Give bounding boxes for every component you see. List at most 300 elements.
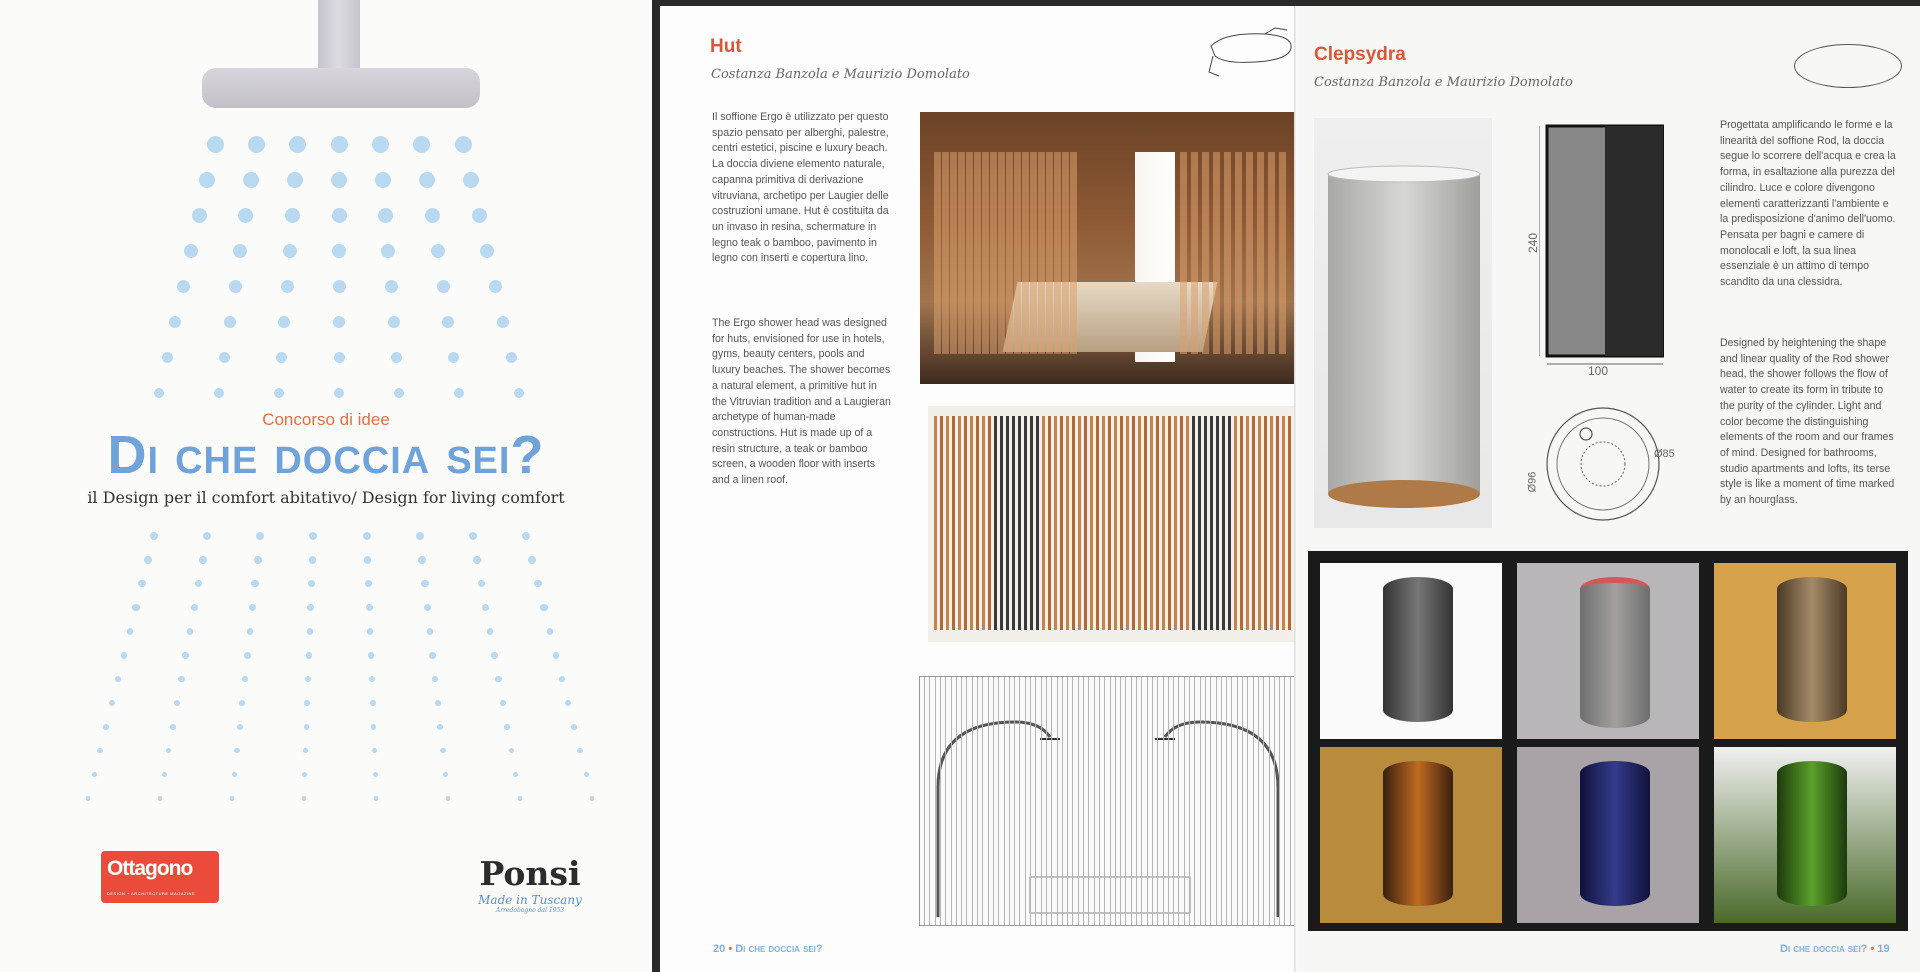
water-drop — [247, 628, 254, 635]
water-drop — [214, 388, 224, 398]
screen-slat — [1000, 416, 1003, 630]
page-footer: 20 • Di che doccia sei? — [713, 943, 823, 955]
drawing-line — [1104, 677, 1105, 925]
water-drop — [509, 748, 514, 753]
water-drop — [187, 628, 194, 635]
water-drop — [528, 556, 536, 564]
drawing-line — [1157, 677, 1158, 925]
water-drop — [289, 136, 306, 153]
screen-slat — [1246, 416, 1249, 630]
water-drop — [425, 208, 440, 223]
drawing-line — [1189, 677, 1190, 925]
water-drop — [518, 796, 523, 801]
water-drop — [381, 244, 395, 258]
screen-slat — [1138, 416, 1141, 630]
water-drop — [132, 604, 139, 611]
ponsi-since: Arredobagno dal 1953 — [495, 907, 565, 914]
screen-slat — [1090, 416, 1093, 630]
drawing-line — [1062, 677, 1063, 925]
water-drop — [416, 532, 424, 540]
water-drop — [424, 604, 431, 611]
wood-slat — [1030, 152, 1037, 354]
drawing-line — [972, 677, 973, 925]
drawing-line — [993, 677, 994, 925]
water-drop — [418, 556, 426, 564]
water-drop — [368, 652, 375, 659]
dimension-d96: Ø96 — [1526, 471, 1539, 493]
drawing-line — [998, 677, 999, 925]
water-drop — [195, 580, 202, 587]
water-drop — [287, 172, 303, 188]
drawing-line — [1237, 677, 1238, 925]
water-drop — [254, 556, 262, 564]
water-drop — [491, 652, 498, 659]
screen-slat — [1234, 416, 1237, 630]
drawing-line — [1147, 677, 1148, 925]
water-drop — [309, 556, 317, 564]
variant-grey — [1320, 563, 1502, 739]
water-drop — [303, 748, 308, 753]
water-drop — [385, 280, 398, 293]
water-drop — [391, 352, 402, 363]
screen-slat — [1276, 416, 1279, 630]
wood-slat — [950, 152, 957, 354]
water-drops-lower — [0, 520, 652, 820]
page-hut — [660, 6, 1297, 972]
english-description: The Ergo shower head was designed for huts, envisioned for use in hotels, gyms, beauty centers, pools and luxury beaches. The shower becomes a natural element, a primitive hut in the Vitruvian tradition and a Laugieran archetype of human-made constructions. Hut is made up of a resin structure, a teak or bamboo screen, a wooden floor with inserts and a linen roof. — [712, 317, 891, 487]
wood-slat — [1224, 152, 1231, 354]
water-drop — [371, 724, 377, 730]
wood-slat — [974, 152, 981, 354]
water-drop — [534, 580, 541, 587]
screen-slat — [1174, 416, 1177, 630]
ottagono-wordmark: Ottagono — [107, 857, 193, 880]
ponsi-logo — [470, 854, 590, 914]
drawing-line — [1290, 677, 1291, 925]
screen-slat — [1078, 416, 1081, 630]
screen-slat — [1228, 416, 1231, 630]
drawing-line — [935, 677, 936, 925]
screen-slat — [1060, 416, 1063, 630]
page-footer: Di che doccia sei? • 19 — [1780, 943, 1890, 955]
water-drop — [372, 748, 377, 753]
screen-slat — [1114, 416, 1117, 630]
water-drop — [97, 748, 102, 753]
water-drop — [162, 772, 167, 777]
drawing-line — [1152, 677, 1153, 925]
dimension-width: 100 — [1588, 364, 1609, 378]
water-drop — [302, 772, 307, 777]
water-drop — [504, 724, 510, 730]
drawing-line — [1004, 677, 1005, 925]
water-drop — [304, 724, 310, 730]
water-drop — [302, 796, 307, 801]
water-drop — [565, 700, 571, 706]
wood-slat — [1006, 152, 1013, 354]
water-drop — [480, 244, 494, 258]
water-drop — [177, 280, 190, 293]
screen-slat — [1132, 416, 1135, 630]
water-drop — [332, 208, 347, 223]
water-drop — [431, 244, 445, 258]
water-drop — [372, 136, 389, 153]
drawing-line — [1178, 677, 1179, 925]
drawing-line — [961, 677, 962, 925]
water-drop — [482, 604, 489, 611]
water-drop — [274, 388, 284, 398]
screen-slat — [1150, 416, 1153, 630]
water-drop — [229, 280, 242, 293]
water-drop — [192, 208, 207, 223]
water-drop — [199, 172, 215, 188]
drawing-line — [1269, 677, 1270, 925]
water-drop — [281, 280, 294, 293]
water-drop — [182, 652, 189, 659]
hut-technical-drawing — [919, 676, 1297, 926]
water-drop — [309, 532, 317, 540]
water-drop — [577, 748, 582, 753]
dimension-d85: Ø85 — [1654, 448, 1675, 460]
water-drop — [305, 676, 311, 682]
drawing-line — [1216, 677, 1217, 925]
water-drop — [421, 580, 428, 587]
water-drop — [378, 208, 393, 223]
clepsydra-elevation-drawing — [1539, 118, 1664, 368]
screen-slat — [1288, 416, 1291, 630]
water-drop — [440, 748, 445, 753]
water-drop — [234, 748, 239, 753]
water-drop — [334, 352, 345, 363]
water-drop — [388, 316, 400, 328]
water-drop — [437, 724, 443, 730]
water-drop — [331, 136, 348, 153]
screen-slat — [1216, 416, 1219, 630]
drawing-line — [1279, 677, 1280, 925]
screen-slat — [1204, 416, 1207, 630]
water-drop — [239, 700, 245, 706]
drawing-line — [956, 677, 957, 925]
screen-slat — [1066, 416, 1069, 630]
drawing-line — [1226, 677, 1227, 925]
water-drop — [432, 676, 438, 682]
water-drop — [514, 388, 524, 398]
water-drop — [367, 628, 374, 635]
drawing-line — [1057, 677, 1058, 925]
water-drop — [437, 280, 450, 293]
drawing-line — [1136, 677, 1137, 925]
water-drop — [308, 580, 315, 587]
english-description: Designed by heightening the shape and linear quality of the Rod shower head, the shower follows the flow of water to create its form in tribute to the purity of the cylinder. Light and color become the distinguishing elements of the room and our frames of mind. Designed for bathrooms, studio apartments and lofts, its terse style is like a moment of time marked by an hourglass. — [1720, 337, 1895, 507]
page-number: 20 — [713, 943, 726, 955]
shower-head-sketch-icon — [1205, 26, 1297, 81]
drawing-line — [1083, 677, 1084, 925]
drawing-line — [1168, 677, 1169, 925]
drawing-line — [929, 677, 930, 925]
hut-screen-render — [928, 406, 1297, 642]
screen-slat — [958, 416, 961, 630]
screen-slat — [1048, 416, 1051, 630]
ottagono-tagline: DESIGN + ARCHITECTURE MAGAZINE — [107, 891, 196, 896]
ponsi-tagline: Made in Tuscany — [478, 893, 582, 907]
water-drop — [219, 352, 230, 363]
screen-slat — [1030, 416, 1033, 630]
wood-slat — [982, 152, 989, 354]
drawing-line — [1231, 677, 1232, 925]
water-drop — [170, 724, 176, 730]
ponsi-wordmark: Ponsi — [479, 854, 581, 893]
screen-slat — [1024, 416, 1027, 630]
water-drop — [166, 748, 171, 753]
water-drop — [248, 136, 265, 153]
drawing-line — [1274, 677, 1275, 925]
screen-slat — [1168, 416, 1171, 630]
drawing-line — [1221, 677, 1222, 925]
water-drop — [547, 628, 554, 635]
water-drop — [224, 316, 236, 328]
water-drop — [469, 532, 477, 540]
screen-slat — [1084, 416, 1087, 630]
water-drop — [243, 172, 259, 188]
water-drop — [232, 772, 237, 777]
wood-slat — [1191, 152, 1198, 354]
wood-slat — [942, 152, 949, 354]
wood-slat — [966, 152, 973, 354]
water-drop — [590, 796, 595, 801]
wood-slat — [1257, 152, 1264, 354]
drawing-line — [924, 677, 925, 925]
wood-slat — [1180, 152, 1187, 354]
water-drop — [506, 352, 517, 363]
footer-title: Di che doccia sei? — [1780, 943, 1868, 955]
clepsydra-render-photo — [1314, 118, 1492, 528]
screen-slat — [1192, 416, 1195, 630]
wood-slat — [1202, 152, 1209, 354]
drawing-line — [1078, 677, 1079, 925]
screen-slat — [1282, 416, 1285, 630]
water-drop — [191, 604, 198, 611]
drawing-line — [1009, 677, 1010, 925]
water-drop — [489, 280, 502, 293]
water-drop — [443, 772, 448, 777]
wood-slat — [958, 152, 965, 354]
screen-slat — [1126, 416, 1129, 630]
italian-description: Progettata amplificando le forme e la linearità del soffione Rod, la doccia segue lo scorrere dell'acqua e crea la forma, in esaltazione alla purezza del cilindro. Luce e colore divengono elementi caratterizzanti l'ambiente e la predisposizione d'animo dell'uomo. Pensata per bagni e camere di monolocali e loft, la sua linea essenziale è un attimo di tempo scandito da una clessidra. — [1720, 119, 1896, 289]
screen-slat — [1198, 416, 1201, 630]
water-drop — [306, 652, 313, 659]
drawing-line — [1030, 677, 1031, 925]
screen-slat — [964, 416, 967, 630]
italian-description: Il soffione Ergo è utilizzato per questo spazio pensato per alberghi, palestre, centri estetici, piscine e luxury beach. La doccia diviene elemento naturale, capanna primitiva di derivazione vitruviana, archetipo per Laugier delle costruzioni umane. Hut è costituita da un invaso in resina, schermature in legno teak o bamboo, pavimento in legno con inserti e copertura lino. — [712, 111, 889, 265]
water-drop — [169, 316, 181, 328]
screen-slat — [1252, 416, 1255, 630]
water-drop — [559, 676, 565, 682]
page-number: 19 — [1877, 943, 1890, 955]
water-drop — [331, 172, 347, 188]
water-drop — [332, 244, 346, 258]
screen-slat — [988, 416, 991, 630]
drawing-line — [1019, 677, 1020, 925]
water-drop — [446, 796, 451, 801]
water-drop — [109, 700, 115, 706]
water-drop — [158, 796, 163, 801]
water-drop — [413, 136, 430, 153]
shower-head-outline-icon — [1794, 44, 1902, 88]
screen-slat — [1144, 416, 1147, 630]
screen-slat — [952, 416, 955, 630]
water-drop — [334, 388, 344, 398]
page-authors: Costanza Banzola e Maurizio Domolato — [711, 67, 970, 82]
drawing-line — [1253, 677, 1254, 925]
hut-render-photo — [920, 112, 1297, 384]
drawing-line — [966, 677, 967, 925]
drawing-line — [1210, 677, 1211, 925]
screen-slat — [1006, 416, 1009, 630]
screen-slat — [946, 416, 949, 630]
screen-slat — [1054, 416, 1057, 630]
screen-slat — [1264, 416, 1267, 630]
water-drop — [584, 772, 589, 777]
screen-slat — [934, 416, 937, 630]
water-drop — [478, 580, 485, 587]
variant-green — [1714, 747, 1896, 923]
drawing-line — [1120, 677, 1121, 925]
screen-slat — [1012, 416, 1015, 630]
variant-blue — [1517, 747, 1699, 923]
water-drop — [500, 700, 506, 706]
water-drop — [278, 316, 290, 328]
screen-slat — [1036, 416, 1039, 630]
drawing-line — [1099, 677, 1100, 925]
wood-slat — [998, 152, 1005, 354]
screen-slat — [940, 416, 943, 630]
water-drop — [162, 352, 173, 363]
water-drop — [244, 652, 251, 659]
water-drop — [283, 244, 297, 258]
wood-slat — [1062, 152, 1069, 354]
drawing-line — [1258, 677, 1259, 925]
water-drop — [429, 652, 436, 659]
screen-slat — [1042, 416, 1045, 630]
drawing-line — [1072, 677, 1073, 925]
water-drop — [487, 628, 494, 635]
water-drop — [369, 676, 375, 682]
water-drop — [92, 772, 97, 777]
screen-slat — [1108, 416, 1111, 630]
water-drop — [522, 532, 530, 540]
wood-slat — [934, 152, 941, 354]
water-drop — [333, 280, 346, 293]
drawing-line — [1263, 677, 1264, 925]
water-drop — [455, 136, 472, 153]
water-drop — [304, 700, 310, 706]
screen-slat — [1180, 416, 1183, 630]
water-drop — [442, 316, 454, 328]
water-drop — [207, 136, 224, 153]
water-drops-upper — [0, 0, 652, 400]
variant-orange — [1320, 747, 1502, 923]
water-drop — [199, 556, 207, 564]
screen-slat — [1156, 416, 1159, 630]
water-drop — [233, 244, 247, 258]
page-clepsydra — [1298, 6, 1920, 972]
wood-slat — [1054, 152, 1061, 354]
water-drop — [571, 724, 577, 730]
drawing-line — [1014, 677, 1015, 925]
wood-slat — [1046, 152, 1053, 354]
water-drop — [473, 556, 481, 564]
drawing-line — [1115, 677, 1116, 925]
drawing-line — [1051, 677, 1052, 925]
screen-slat — [1102, 416, 1105, 630]
drawing-line — [1041, 677, 1042, 925]
page-title: Hut — [710, 36, 742, 57]
wood-slat — [1070, 152, 1077, 354]
drawing-line — [1205, 677, 1206, 925]
water-drop — [237, 724, 243, 730]
water-drop — [251, 580, 258, 587]
drawing-line — [1088, 677, 1089, 925]
water-drop — [497, 316, 509, 328]
screen-slat — [1210, 416, 1213, 630]
drawing-line — [977, 677, 978, 925]
water-drop — [365, 580, 372, 587]
wood-slat — [990, 152, 997, 354]
water-drop — [127, 628, 134, 635]
water-drop — [203, 532, 211, 540]
screen-slat — [1072, 416, 1075, 630]
variant-red — [1517, 563, 1699, 739]
water-drop — [184, 244, 198, 258]
water-drop — [513, 772, 518, 777]
wood-slat — [1268, 152, 1275, 354]
water-drop — [495, 676, 501, 682]
water-drop — [238, 208, 253, 223]
wood-slat — [1246, 152, 1253, 354]
drawing-line — [945, 677, 946, 925]
drawing-line — [982, 677, 983, 925]
drawing-line — [988, 677, 989, 925]
screen-slat — [1120, 416, 1123, 630]
water-drop — [144, 556, 152, 564]
wood-slat — [1022, 152, 1029, 354]
wood-slat — [1213, 152, 1220, 354]
drawing-line — [1200, 677, 1201, 925]
water-drop — [150, 532, 158, 540]
water-drop — [103, 724, 109, 730]
water-drop — [174, 700, 180, 706]
drawing-line — [1247, 677, 1248, 925]
dimension-height: 240 — [1526, 232, 1541, 254]
water-drop — [454, 388, 464, 398]
drawing-line — [1242, 677, 1243, 925]
water-drop — [121, 652, 128, 659]
water-drop — [276, 352, 287, 363]
screen-slat — [1186, 416, 1189, 630]
water-drop — [333, 316, 345, 328]
water-drop — [138, 580, 145, 587]
water-drop — [307, 628, 314, 635]
water-drop — [419, 172, 435, 188]
brochure-cover — [0, 0, 652, 972]
cover-kicker: Concorso di idee — [262, 410, 390, 429]
screen-slat — [994, 416, 997, 630]
water-drop — [285, 208, 300, 223]
cover-subtitle: il Design per il comfort abitativo/ Design for living comfort — [87, 488, 565, 507]
screen-slat — [1270, 416, 1273, 630]
water-drop — [448, 352, 459, 363]
wood-slat — [1279, 152, 1286, 354]
wood-slat — [1038, 152, 1045, 354]
